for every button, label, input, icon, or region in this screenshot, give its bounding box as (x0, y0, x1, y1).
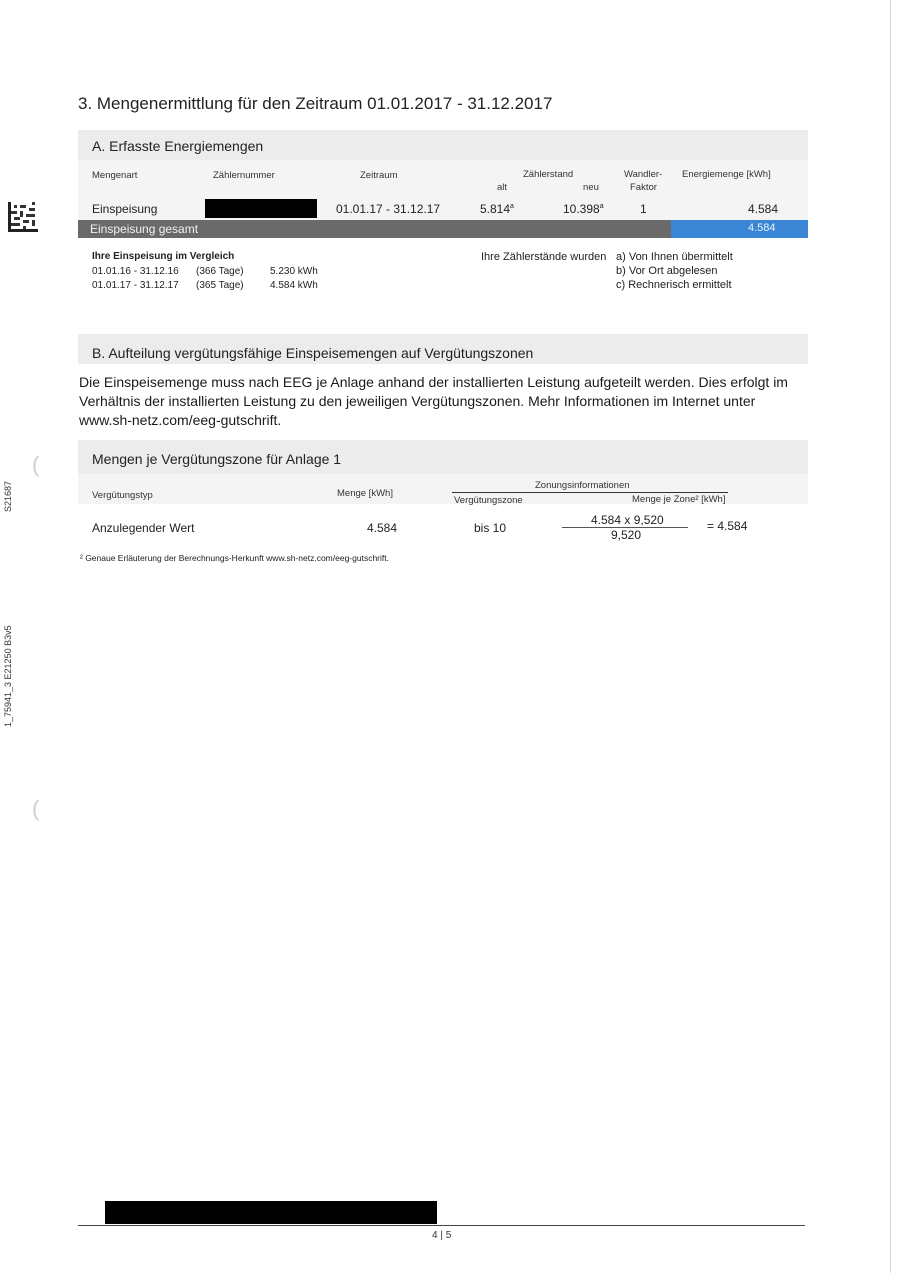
total-value: 4.584 (748, 222, 776, 234)
page-edge (890, 0, 891, 1273)
col-energiemenge: Energiemenge [kWh] (682, 169, 771, 180)
zone-row-menge: 4.584 (367, 521, 398, 535)
col-neu: neu (583, 182, 599, 193)
col-alt: alt (497, 182, 508, 193)
section-b-title: B. Aufteilung vergütungsfähige Einspeisemengen auf Vergütungszonen (92, 345, 534, 361)
comparison-value: 5.230 kWh (270, 266, 318, 277)
total-label: Einspeisung gesamt (90, 222, 199, 236)
comparison-period: 01.01.17 - 31.12.17 (92, 280, 179, 291)
zone-row-typ: Anzulegender Wert (92, 521, 195, 535)
readings-item: a) Von Ihnen übermittelt (616, 251, 733, 263)
footnote: ² Genaue Erläuterung der Berechnungs-Herkunft www.sh-netz.com/eeg-gutschrift. (80, 553, 389, 563)
row-zeitraum: 01.01.17 - 31.12.17 (336, 202, 441, 216)
readings-label: Ihre Zählerstände wurden (481, 251, 607, 263)
col-mengenart: Mengenart (92, 170, 138, 181)
col-zaehlerstand: Zählerstand (523, 169, 574, 180)
col-verguetungstyp: Vergütungstyp (92, 490, 153, 501)
comparison-value: 4.584 kWh (270, 280, 318, 291)
col-faktor: Faktor (630, 182, 657, 193)
redacted-address (105, 1201, 437, 1224)
section-b-paragraph: Die Einspeisemenge muss nach EEG je Anlage anhand der installierten Leistung aufgeteilt werden. Dies erfolgt im Verhältnis der installierten Leistung zu den jeweiligen Vergütungszonen. Mehr Informationen im Internet unter www.sh-netz.com/eeg-gutschrift. (79, 374, 788, 428)
page-number: 4 | 5 (432, 1230, 452, 1241)
punch-mark: ( (32, 452, 40, 477)
comparison-days: (365 Tage) (196, 280, 244, 291)
row-neu: 10.398$^a$ (563, 202, 604, 216)
row-alt: 5.814$^a$ (480, 202, 514, 216)
readings-item: c) Rechnerisch ermittelt (616, 279, 732, 291)
fraction-denominator: 9,520 (611, 528, 642, 542)
punch-mark: ( (32, 796, 40, 821)
col-wandler: Wandler- (624, 169, 663, 180)
col-menge: Menge [kWh] (337, 488, 393, 499)
col-zeitraum: Zeitraum (360, 170, 398, 181)
section-a-title: A. Erfasste Energiemengen (92, 138, 264, 154)
page-heading: 3. Mengenermittlung für den Zeitraum 01.01.2017 - 31.12.2017 (78, 94, 553, 113)
comparison-title: Ihre Einspeisung im Vergleich (92, 251, 235, 262)
total-accent (671, 220, 808, 238)
margin-code-top: S21687 (3, 480, 13, 512)
row-energie: 4.584 (748, 202, 779, 216)
zone-row-zone: bis 10 (474, 521, 507, 535)
readings-item: b) Vor Ort abgelesen (616, 265, 718, 277)
col-verguetungszone: Vergütungszone (454, 495, 523, 506)
zone-row-result: = 4.584 (707, 519, 748, 533)
footer-rule (78, 1225, 805, 1226)
zonung-divider (452, 492, 728, 493)
row-faktor: 1 (640, 202, 647, 216)
col-menge-je-zone: Menge je Zone² [kWh] (632, 494, 726, 505)
comparison-period: 01.01.16 - 31.12.16 (92, 266, 179, 277)
fraction-numerator: 4.584 x 9,520 (591, 513, 664, 527)
row-mengenart: Einspeisung (92, 202, 158, 216)
comparison-days: (366 Tage) (196, 266, 244, 277)
datamatrix-code (8, 202, 38, 232)
margin-code-bottom: 1_75941_3 E21250 B3v5 (3, 625, 13, 727)
redacted-meter-number (205, 199, 317, 218)
col-zonungsinformationen: Zonungsinformationen (535, 480, 630, 491)
subsection-title: Mengen je Vergütungszone für Anlage 1 (92, 451, 342, 467)
col-zaehlernummer: Zählernummer (213, 170, 275, 181)
